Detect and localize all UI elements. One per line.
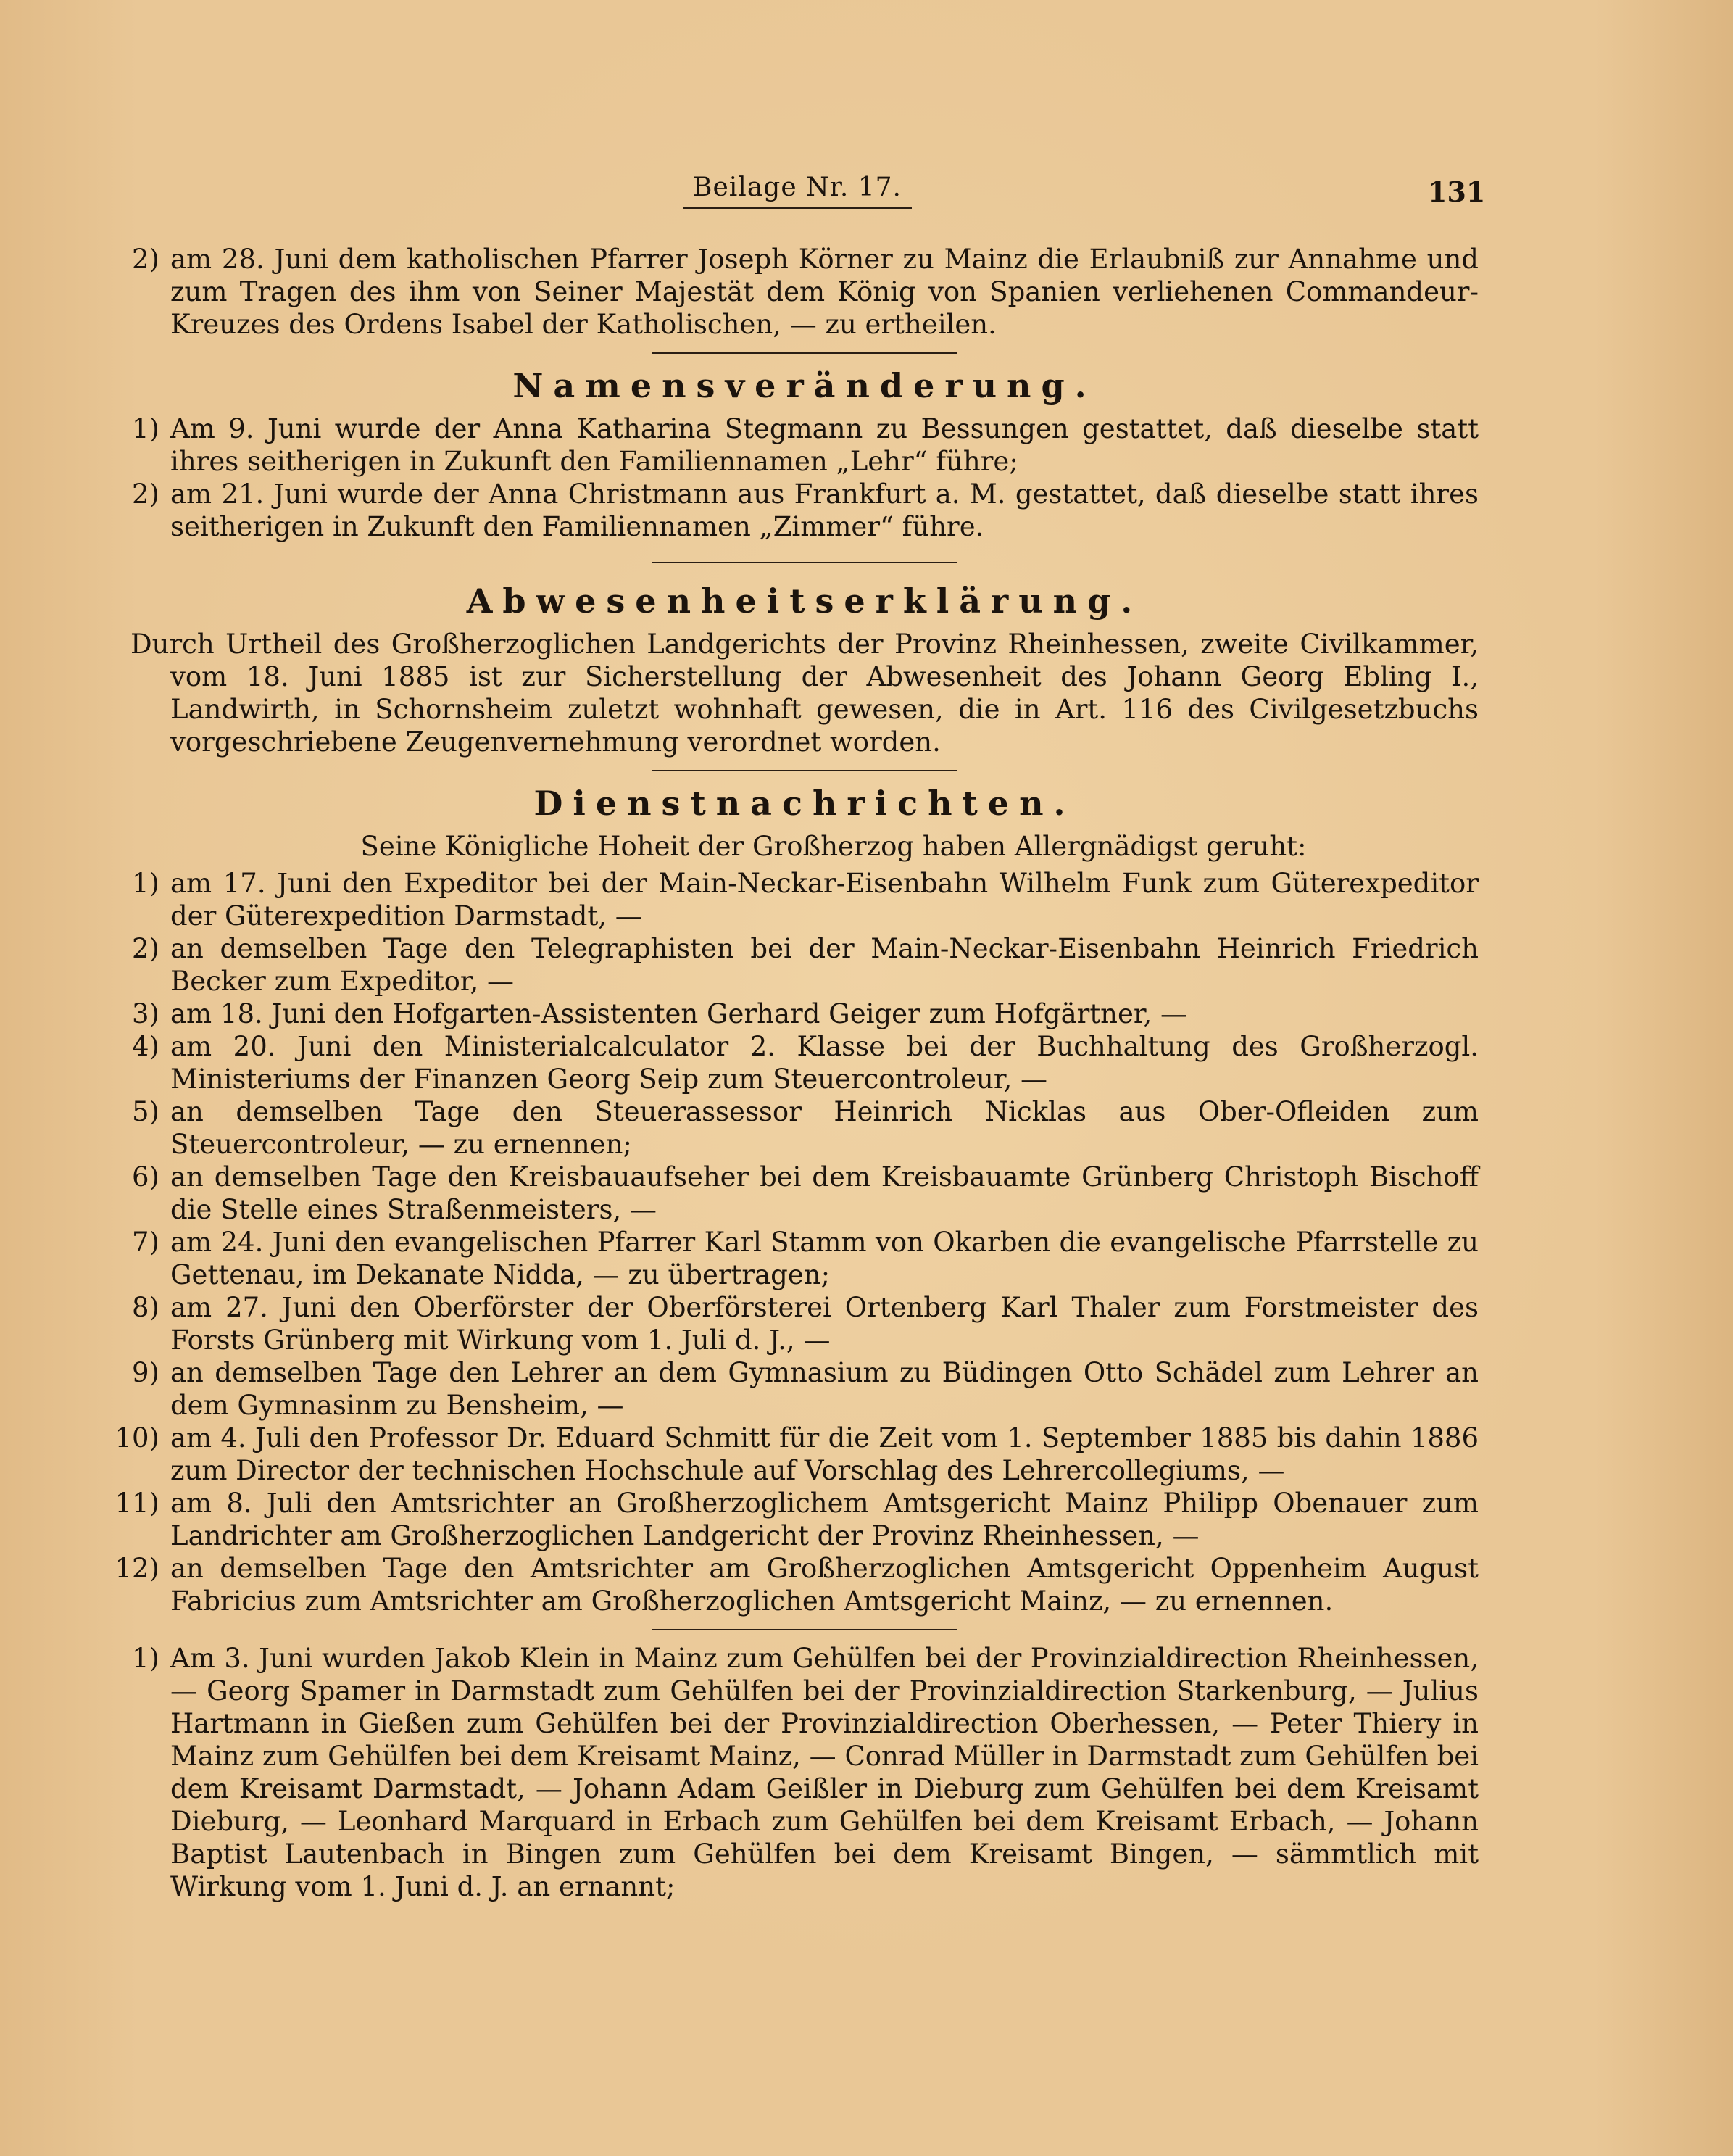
section-divider: [652, 1629, 957, 1630]
section-heading-abwesenheitserklaerung: Abwesenheitserklärung.: [466, 581, 1143, 621]
item-number: 5): [132, 1096, 159, 1127]
header-title: Beilage Nr. 17.: [693, 173, 902, 202]
item-number: 1): [132, 413, 159, 444]
list-item: [130, 243, 1479, 341]
section-divider: [652, 770, 957, 771]
section-divider: [652, 352, 957, 354]
item-text: am 18. Juni den Hofgarten-Assistenten Gerhard Geiger zum Hofgärtner, —: [170, 998, 1188, 1029]
item-number: 6): [132, 1161, 159, 1193]
list-item: [130, 1030, 1479, 1095]
item-text: am 24. Juni den evangelischen Pfarrer Karl Stamm von Okarben die evangelische Pfarrstelle zu Gettenau, im Dekanate Nidda, — zu übertragen;: [170, 1227, 1479, 1290]
list-item: [130, 1356, 1479, 1422]
item-text: an demselben Tage den Steuerassessor Heinrich Nicklas aus Ober-Ofleiden zum Steuercontroleur, — zu ernennen;: [170, 1096, 1479, 1160]
list-item: [130, 1642, 1479, 1903]
section-heading-namensveraenderung: Namensveränderung.: [512, 366, 1097, 405]
item-text: am 17. Juni den Expeditor bei der Main-Neckar-Eisenbahn Wilhelm Funk zum Güterexpeditor der Güterexpedition Darmstadt, —: [170, 868, 1479, 932]
item-number: 2): [132, 933, 159, 964]
item-text: am 27. Juni den Oberförster der Oberförsterei Ortenberg Karl Thaler zum Forstmeister des Forsts Grünberg mit Wirkung vom 1. Juli d. J., —: [170, 1292, 1479, 1356]
item-number: 2): [132, 478, 159, 510]
list-item: [130, 1291, 1479, 1356]
absence-paragraph: Durch Urtheil des Großherzoglichen Landgerichts der Provinz Rheinhessen, zweite Civilkammer, vom 18. Juni 1885 ist zur Sicherstellung der Abwesenheit des Johann Georg Ebling I., Landwirth, in Schornsheim zuletzt wohnhaft gewesen, die in Art. 116 des Civilgesetzbuchs vorgeschriebene Zeugenvernehmung verordnet worden.: [130, 629, 1479, 758]
page-header: [0, 173, 1733, 216]
list-item: [130, 1095, 1479, 1161]
item-number: 10): [115, 1422, 159, 1454]
item-number: 8): [132, 1292, 159, 1323]
item-text: Am 9. Juni wurde der Anna Katharina Stegmann zu Bessungen gestattet, daß dieselbe statt ihres seitherigen in Zukunft den Familiennamen „Lehr“ führe;: [170, 413, 1479, 477]
list-item: [130, 412, 1479, 478]
list-item: [115, 1487, 1479, 1552]
item-text: an demselben Tage den Amtsrichter am Großherzoglichen Amtsgericht Oppenheim August Fabricius zum Amtsrichter am Großherzoglichen Amtsgericht Mainz, — zu ernennen.: [170, 1553, 1479, 1617]
item-text: am 21. Juni wurde der Anna Christmann aus Frankfurt a. M. gestattet, daß dieselbe statt ihres seitherigen in Zukunft den Familiennamen „Zimmer“ führe.: [170, 478, 1479, 542]
item-number: 12): [115, 1553, 159, 1584]
item-text: am 8. Juli den Amtsrichter an Großherzoglichem Amtsgericht Mainz Philipp Obenauer zum Landrichter am Großherzoglichen Landgericht der Provinz Rheinhessen, —: [170, 1488, 1479, 1551]
service-intro: Seine Königliche Hoheit der Großherzog haben Allergnädigst geruht:: [360, 831, 1307, 862]
section-divider: [652, 562, 957, 563]
item-number: 2): [132, 244, 159, 275]
item-text: Am 3. Juni wurden Jakob Klein in Mainz zum Gehülfen bei der Provinzialdirection Rheinhessen, — Georg Spamer in Darmstadt zum Gehülfen bei der Provinzialdirection Starkenburg, — Julius Hartmann in Gießen zum Gehülfen bei der Provinzialdirection Oberhessen, — Peter Thiery in Mainz zum Gehülfen bei dem Kreisamt Mainz, — Conrad Müller in Darmstadt zum Gehülfen bei dem Kreisamt Darmstadt, — Johann Adam Geißler in Dieburg zum Gehülfen bei dem Kreisamt Dieburg, — Leonhard Marquard in Erbach zum Gehülfen bei dem Kreisamt Erbach, — Johann Baptist Lautenbach in Bingen zum Gehülfen bei dem Kreisamt Bingen, — sämmtlich mit Wirkung vom 1. Juni d. J. an ernannt;: [170, 1643, 1479, 1902]
list-item: [130, 1226, 1479, 1291]
item-number: 3): [132, 998, 159, 1029]
item-number: 1): [132, 868, 159, 899]
list-item: [130, 867, 1479, 932]
item-number: 7): [132, 1227, 159, 1258]
item-number: 11): [115, 1488, 159, 1519]
header-underline: [683, 207, 912, 209]
item-number: 9): [132, 1357, 159, 1388]
item-text: am 28. Juni dem katholischen Pfarrer Joseph Körner zu Mainz die Erlaubniß zur Annahme und zum Tragen des ihm von Seiner Majestät dem König von Spanien verliehenen Commandeur-Kreuzes des Ordens Isabel der Katholischen, — zu ertheilen.: [170, 244, 1479, 340]
page-number: 131: [1428, 175, 1486, 208]
item-number: 1): [132, 1643, 159, 1674]
page-content: [115, 243, 1479, 1903]
list-item: [130, 932, 1479, 998]
list-item: [130, 1161, 1479, 1226]
list-item: [115, 1422, 1479, 1487]
list-item: [130, 478, 1479, 543]
section-heading-dienstnachrichten: Dienstnachrichten.: [533, 784, 1076, 823]
item-text: an demselben Tage den Telegraphisten bei der Main-Neckar-Eisenbahn Heinrich Friedrich Becker zum Expeditor, —: [170, 933, 1479, 997]
item-text: am 20. Juni den Ministerialcalculator 2. Klasse bei der Buchhaltung des Großherzogl. Ministeriums der Finanzen Georg Seip zum Steuercontroleur, —: [170, 1031, 1479, 1095]
list-item: [130, 998, 1479, 1030]
item-text: an demselben Tage den Kreisbauaufseher bei dem Kreisbauamte Grünberg Christoph Bischoff die Stelle eines Straßenmeisters, —: [170, 1161, 1479, 1225]
item-number: 4): [132, 1031, 159, 1062]
item-text: am 4. Juli den Professor Dr. Eduard Schmitt für die Zeit vom 1. September 1885 bis dahin 1886 zum Director der technischen Hochschule auf Vorschlag des Lehrercollegiums, —: [170, 1422, 1479, 1486]
list-item: [115, 1552, 1479, 1617]
item-text: an demselben Tage den Lehrer an dem Gymnasium zu Büdingen Otto Schädel zum Lehrer an dem Gymnasinm zu Bensheim, —: [170, 1357, 1479, 1421]
